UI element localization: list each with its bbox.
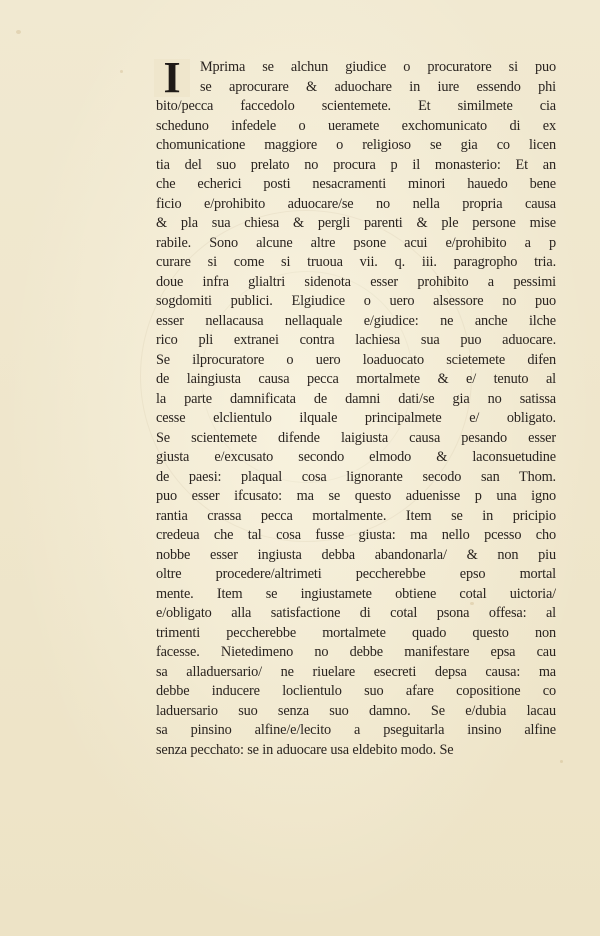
text-line: nobbe esser ingiusta debba abandonarla/ & non piu [156,546,556,563]
text-line: oltre procedere/altrimeti peccherebbe epso mortal [156,566,556,582]
text-line: credeua che tal cosa fusse giusta: ma nello pcesso cho [156,527,556,543]
text-line: mente. Item se ingiustamete obtiene cotal uictoria/ [156,585,556,602]
foxing-spot [120,70,123,73]
text-line: Mprima se alchun giudice o procuratore si puo [200,59,556,75]
decorated-initial: I [154,59,190,97]
text-line: giusta e/excusato secondo elmodo & laconsuetudine [156,449,556,465]
text-line: curare si come si truoua vii. q. iii. paragropho tria. [156,254,556,270]
text-line: facesse. Nietedimeno no debbe manifestare epsa cau [156,644,556,660]
foxing-spot [560,760,563,763]
text-line: doue infra glialtri sidenota esser prohibito a pessimi [156,273,556,290]
text-line: chomunicatione maggiore o religioso se gia co licen [156,137,556,153]
text-line: sogdomiti publici. Elgiudice o uero alsessore no puo [156,293,556,309]
text-line: rantia crassa pecca mortalmente. Item se in pricipio [156,507,556,524]
text-line: debbe inducere loclientulo suo afare copositione co [156,683,556,699]
text-line: bito/pecca faccedolo scientemete. Et similmete cia [156,98,556,114]
text-line: trimenti peccherebbe mortalmete quado questo non [156,624,556,641]
text-line: Se ilprocuratore o uero loaduocato scietemete difen [156,351,556,368]
text-line: puo esser ifcusato: ma se questo aduenisse p una igno [156,488,556,504]
text-line: e/obligato alla satisfactione di cotal psona offesa: al [156,605,556,621]
text-line: senza pecchato: se in aduocare usa eldebito modo. Se [156,741,454,758]
text-line: la parte damnificata de damni dati/se gia no satissa [156,390,556,407]
text-line: tia del suo prelato no procura p il monasterio: Et an [156,156,556,173]
text-line: esser nellacausa nellaquale e/giudice: ne anche ilche [156,312,556,329]
text-line: rabile. Sono alcune altre psone acui e/prohibito a p [156,234,556,251]
text-block [156,53,556,760]
text-line: cesse elclientulo ilquale principalmete e/ obligato. [156,410,556,426]
text-line: Se scientemete difende laigiusta causa pesando esser [156,429,556,446]
foxing-spot [16,30,21,34]
text-line: de paesi: plaqual cosa lignorante secodo san Thom. [156,468,556,485]
text-line: laduersario suo senza suo damno. Se e/dubia lacau [156,702,556,719]
text-line: se aprocurare & aduochare in iure essendo phi [200,78,556,95]
text-line: che echerici posti nesacramenti minori hauedo bene [156,176,556,192]
text-line: & pla sua chiesa & pergli parenti & ple persone mise [156,215,556,231]
text-line: rico pli extranei contra lachiesa sua puo aduocare. [156,332,556,348]
text-line: sa pinsino alfine/e/lecito a pseguitarla insino alfine [156,722,556,738]
text-line: ficio e/prohibito aduocare/se no nella propria causa [156,195,556,212]
text-line: scheduno infedele o ueramete exchomunicato di ex [156,117,556,134]
text-line: de laingiusta causa pecca mortalmete & e/ tenuto al [156,371,556,387]
text-line: sa alladuersario/ ne riuelare esecreti depsa causa: ma [156,663,556,680]
